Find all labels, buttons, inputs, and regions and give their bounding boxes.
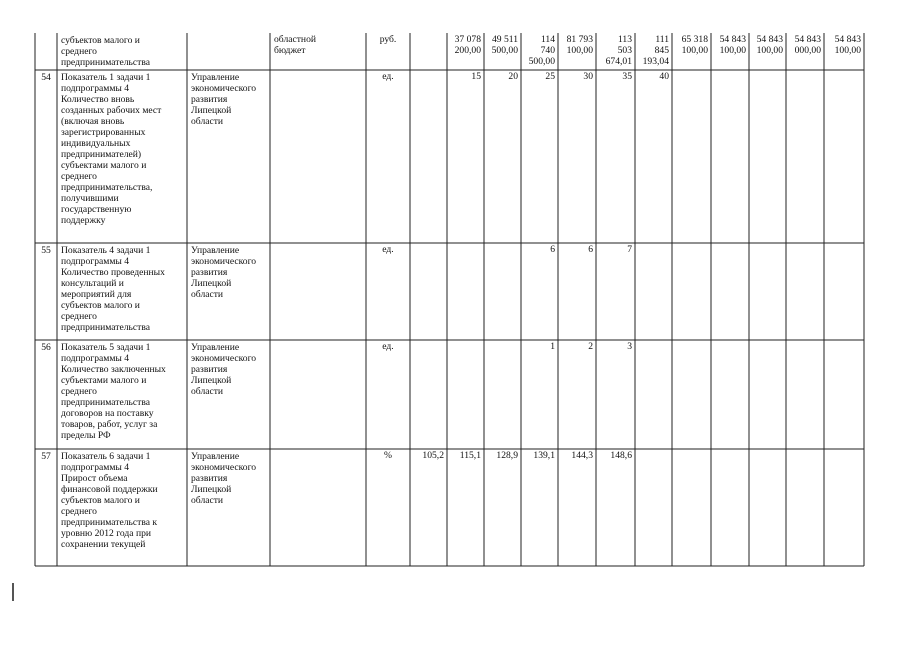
value-cell bbox=[787, 244, 821, 258]
value-cell: 54 843 100,00 bbox=[719, 34, 746, 56]
responsible-executor: Управление экономического развития Липецкой области bbox=[191, 342, 257, 397]
responsible-executor: Управление экономического развития Липецкой области bbox=[191, 245, 257, 300]
value-cell: 49 511 500,00 bbox=[491, 34, 518, 56]
value-cell bbox=[750, 244, 783, 258]
value-cell bbox=[750, 341, 783, 355]
value-cell bbox=[712, 244, 746, 258]
indicator-name: Показатель 4 задачи 1 подпрограммы 4 Количество проведенных консультаций и мероприятий для субъектов малого и среднего предпринимательства bbox=[61, 245, 165, 333]
value-cell: 54 843 000,00 bbox=[794, 34, 821, 56]
value-cell bbox=[750, 71, 783, 85]
value-cell bbox=[673, 341, 708, 355]
value-cell bbox=[485, 341, 518, 355]
responsible-executor: Управление экономического развития Липецкой области bbox=[191, 451, 257, 506]
indicator-name: Показатель 6 задачи 1 подпрограммы 4 Прирост объема финансовой поддержки субъектов малого и среднего предпринимательства к уровню 2012 года при сохранении текущей bbox=[61, 451, 158, 550]
value-cell bbox=[712, 71, 746, 85]
value-cell: 148,6 bbox=[610, 450, 632, 461]
value-cell: 115,1 bbox=[459, 450, 481, 461]
value-cell bbox=[787, 71, 821, 85]
unit-of-measure: ед. bbox=[382, 244, 394, 255]
value-cell: 37 078 200,00 bbox=[454, 34, 481, 56]
value-cell bbox=[411, 71, 444, 85]
value-cell: 114 740 500,00 bbox=[528, 34, 555, 67]
value-cell: 3 bbox=[627, 341, 632, 352]
value-cell bbox=[636, 341, 669, 355]
indicator-name: субъектов малого и среднего предпринимательства bbox=[61, 35, 151, 68]
unit-of-measure: руб. bbox=[379, 34, 397, 45]
value-cell: 6 bbox=[550, 244, 555, 255]
value-cell bbox=[448, 341, 481, 355]
value-cell: 20 bbox=[508, 71, 518, 82]
value-cell bbox=[636, 450, 669, 464]
value-cell bbox=[712, 450, 746, 464]
value-cell bbox=[825, 450, 861, 464]
unit-of-measure: ед. bbox=[382, 71, 394, 82]
value-cell bbox=[485, 244, 518, 258]
value-cell: 40 bbox=[659, 71, 669, 82]
funding-source: областной бюджет bbox=[274, 34, 317, 56]
value-cell bbox=[673, 244, 708, 258]
value-cell: 7 bbox=[627, 244, 632, 255]
value-cell: 139,1 bbox=[533, 450, 555, 461]
value-cell: 6 bbox=[588, 244, 593, 255]
indicator-name: Показатель 5 задачи 1 подпрограммы 4 Количество заключенных субъектами малого и среднего предпринимательства договоров на поставку товаров, работ, услуг за пределы РФ bbox=[61, 342, 166, 441]
row-number: 56 bbox=[41, 342, 51, 353]
value-cell bbox=[787, 450, 821, 464]
row-number: 57 bbox=[41, 451, 51, 462]
unit-of-measure: % bbox=[384, 450, 392, 461]
value-cell: 54 843 100,00 bbox=[756, 34, 783, 56]
value-cell bbox=[673, 450, 708, 464]
value-cell: 105,2 bbox=[422, 450, 444, 461]
value-cell bbox=[825, 341, 861, 355]
value-cell: 2 bbox=[588, 341, 593, 352]
row-number: 55 bbox=[41, 245, 51, 256]
value-cell bbox=[636, 244, 669, 258]
value-cell bbox=[411, 341, 444, 355]
value-cell bbox=[673, 71, 708, 85]
scan-margin-mark bbox=[12, 583, 14, 601]
value-cell: 65 318 100,00 bbox=[681, 34, 708, 56]
value-cell bbox=[712, 341, 746, 355]
value-cell bbox=[825, 71, 861, 85]
value-cell: 1 bbox=[550, 341, 555, 352]
responsible-executor: Управление экономического развития Липецкой области bbox=[191, 72, 257, 127]
value-cell bbox=[787, 341, 821, 355]
unit-of-measure: ед. bbox=[382, 341, 394, 352]
value-cell bbox=[448, 244, 481, 258]
value-cell: 30 bbox=[583, 71, 593, 82]
value-cell: 81 793 100,00 bbox=[566, 34, 593, 56]
value-cell bbox=[825, 244, 861, 258]
value-cell: 111 845 193,04 bbox=[642, 34, 669, 67]
value-cell: 25 bbox=[545, 71, 555, 82]
row-number: 54 bbox=[41, 72, 51, 83]
value-cell: 54 843 100,00 bbox=[834, 34, 861, 56]
value-cell bbox=[411, 244, 444, 258]
value-cell: 15 bbox=[471, 71, 481, 82]
value-cell bbox=[750, 450, 783, 464]
indicator-name: Показатель 1 задачи 1 подпрограммы 4 Количество вновь созданных рабочих мест (включая вновь зарегистрированных индивидуальных предпринимателей) субъектами малого и среднего предпринимательства, получившими государственную поддержку bbox=[61, 72, 162, 226]
value-cell: 128,9 bbox=[496, 450, 518, 461]
value-cell: 113 503 674,01 bbox=[605, 34, 632, 67]
value-cell: 35 bbox=[622, 71, 632, 82]
value-cell: 144,3 bbox=[571, 450, 593, 461]
